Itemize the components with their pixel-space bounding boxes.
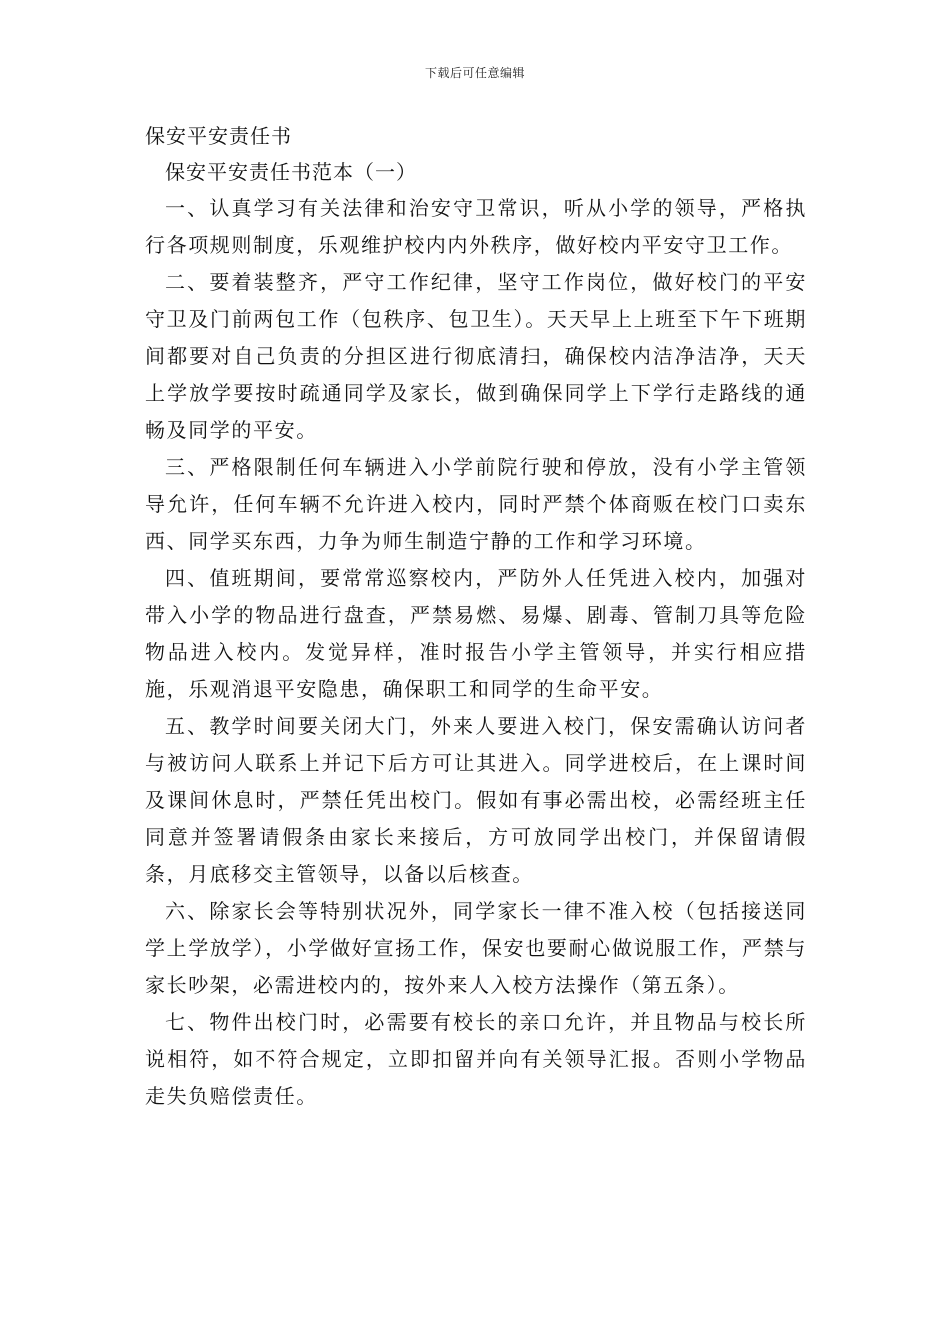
- clause-paragraph-2: 二、要着装整齐，严守工作纪律，坚守工作岗位，做好校门的平安守卫及门前两包工作（包秩序、包卫生）。天天早上上班至下午下班期间都要对自己负责的分担区进行彻底清扫，确保校内洁净洁净，天天上学放学要按时疏通同学及家长，做到确保同学上下学行走路线的通畅及同学的平安。: [145, 270, 807, 442]
- clause-paragraph-3: 三、严格限制任何车辆进入小学前院行驶和停放，没有小学主管领导允许，任何车辆不允许进入校内，同时严禁个体商贩在校门口卖东西、同学买东西，力争为师生制造宁静的工作和学习环境。: [145, 455, 807, 553]
- clause-paragraph-6: 六、除家长会等特别状况外，同学家长一律不准入校（包括接送同学上学放学），小学做好宣扬工作，保安也要耐心做说服工作，严禁与家长吵架，必需进校内的，按外来人入校方法操作（第五条）。: [145, 899, 807, 997]
- clause-paragraph-7: 七、物件出校门时，必需要有校长的亲口允许，并且物品与校长所说相符，如不符合规定，立即扣留并向有关领导汇报。否则小学物品走失负赔偿责任。: [145, 1010, 807, 1108]
- clause-paragraph-1: 一、认真学习有关法律和治安守卫常识，听从小学的领导，严格执行各项规则制度，乐观维护校内内外秩序，做好校内平安守卫工作。: [145, 196, 807, 257]
- clause-paragraph-5: 五、教学时间要关闭大门，外来人要进入校门，保安需确认访问者与被访问人联系上并记下后方可让其进入。同学进校后，在上课时间及课间休息时，严禁任凭出校门。假如有事必需出校，必需经班主任同意并签署请假条由家长来接后，方可放同学出校门，并保留请假条，月底移交主管领导，以备以后核查。: [145, 714, 807, 886]
- document-body: [145, 118, 807, 1115]
- clause-paragraph-4: 四、值班期间，要常常巡察校内，严防外人任凭进入校内，加强对带入小学的物品进行盘查，严禁易燃、易爆、剧毒、管制刀具等危险物品进入校内。发觉异样，准时报告小学主管领导，并实行相应措施，乐观消退平安隐患，确保职工和同学的生命平安。: [145, 566, 807, 701]
- document-subtitle: 保安平安责任书范本（一）: [165, 160, 417, 184]
- page-header-note: 下载后可任意编辑: [424, 66, 525, 80]
- document-title: 保安平安责任书: [145, 124, 292, 148]
